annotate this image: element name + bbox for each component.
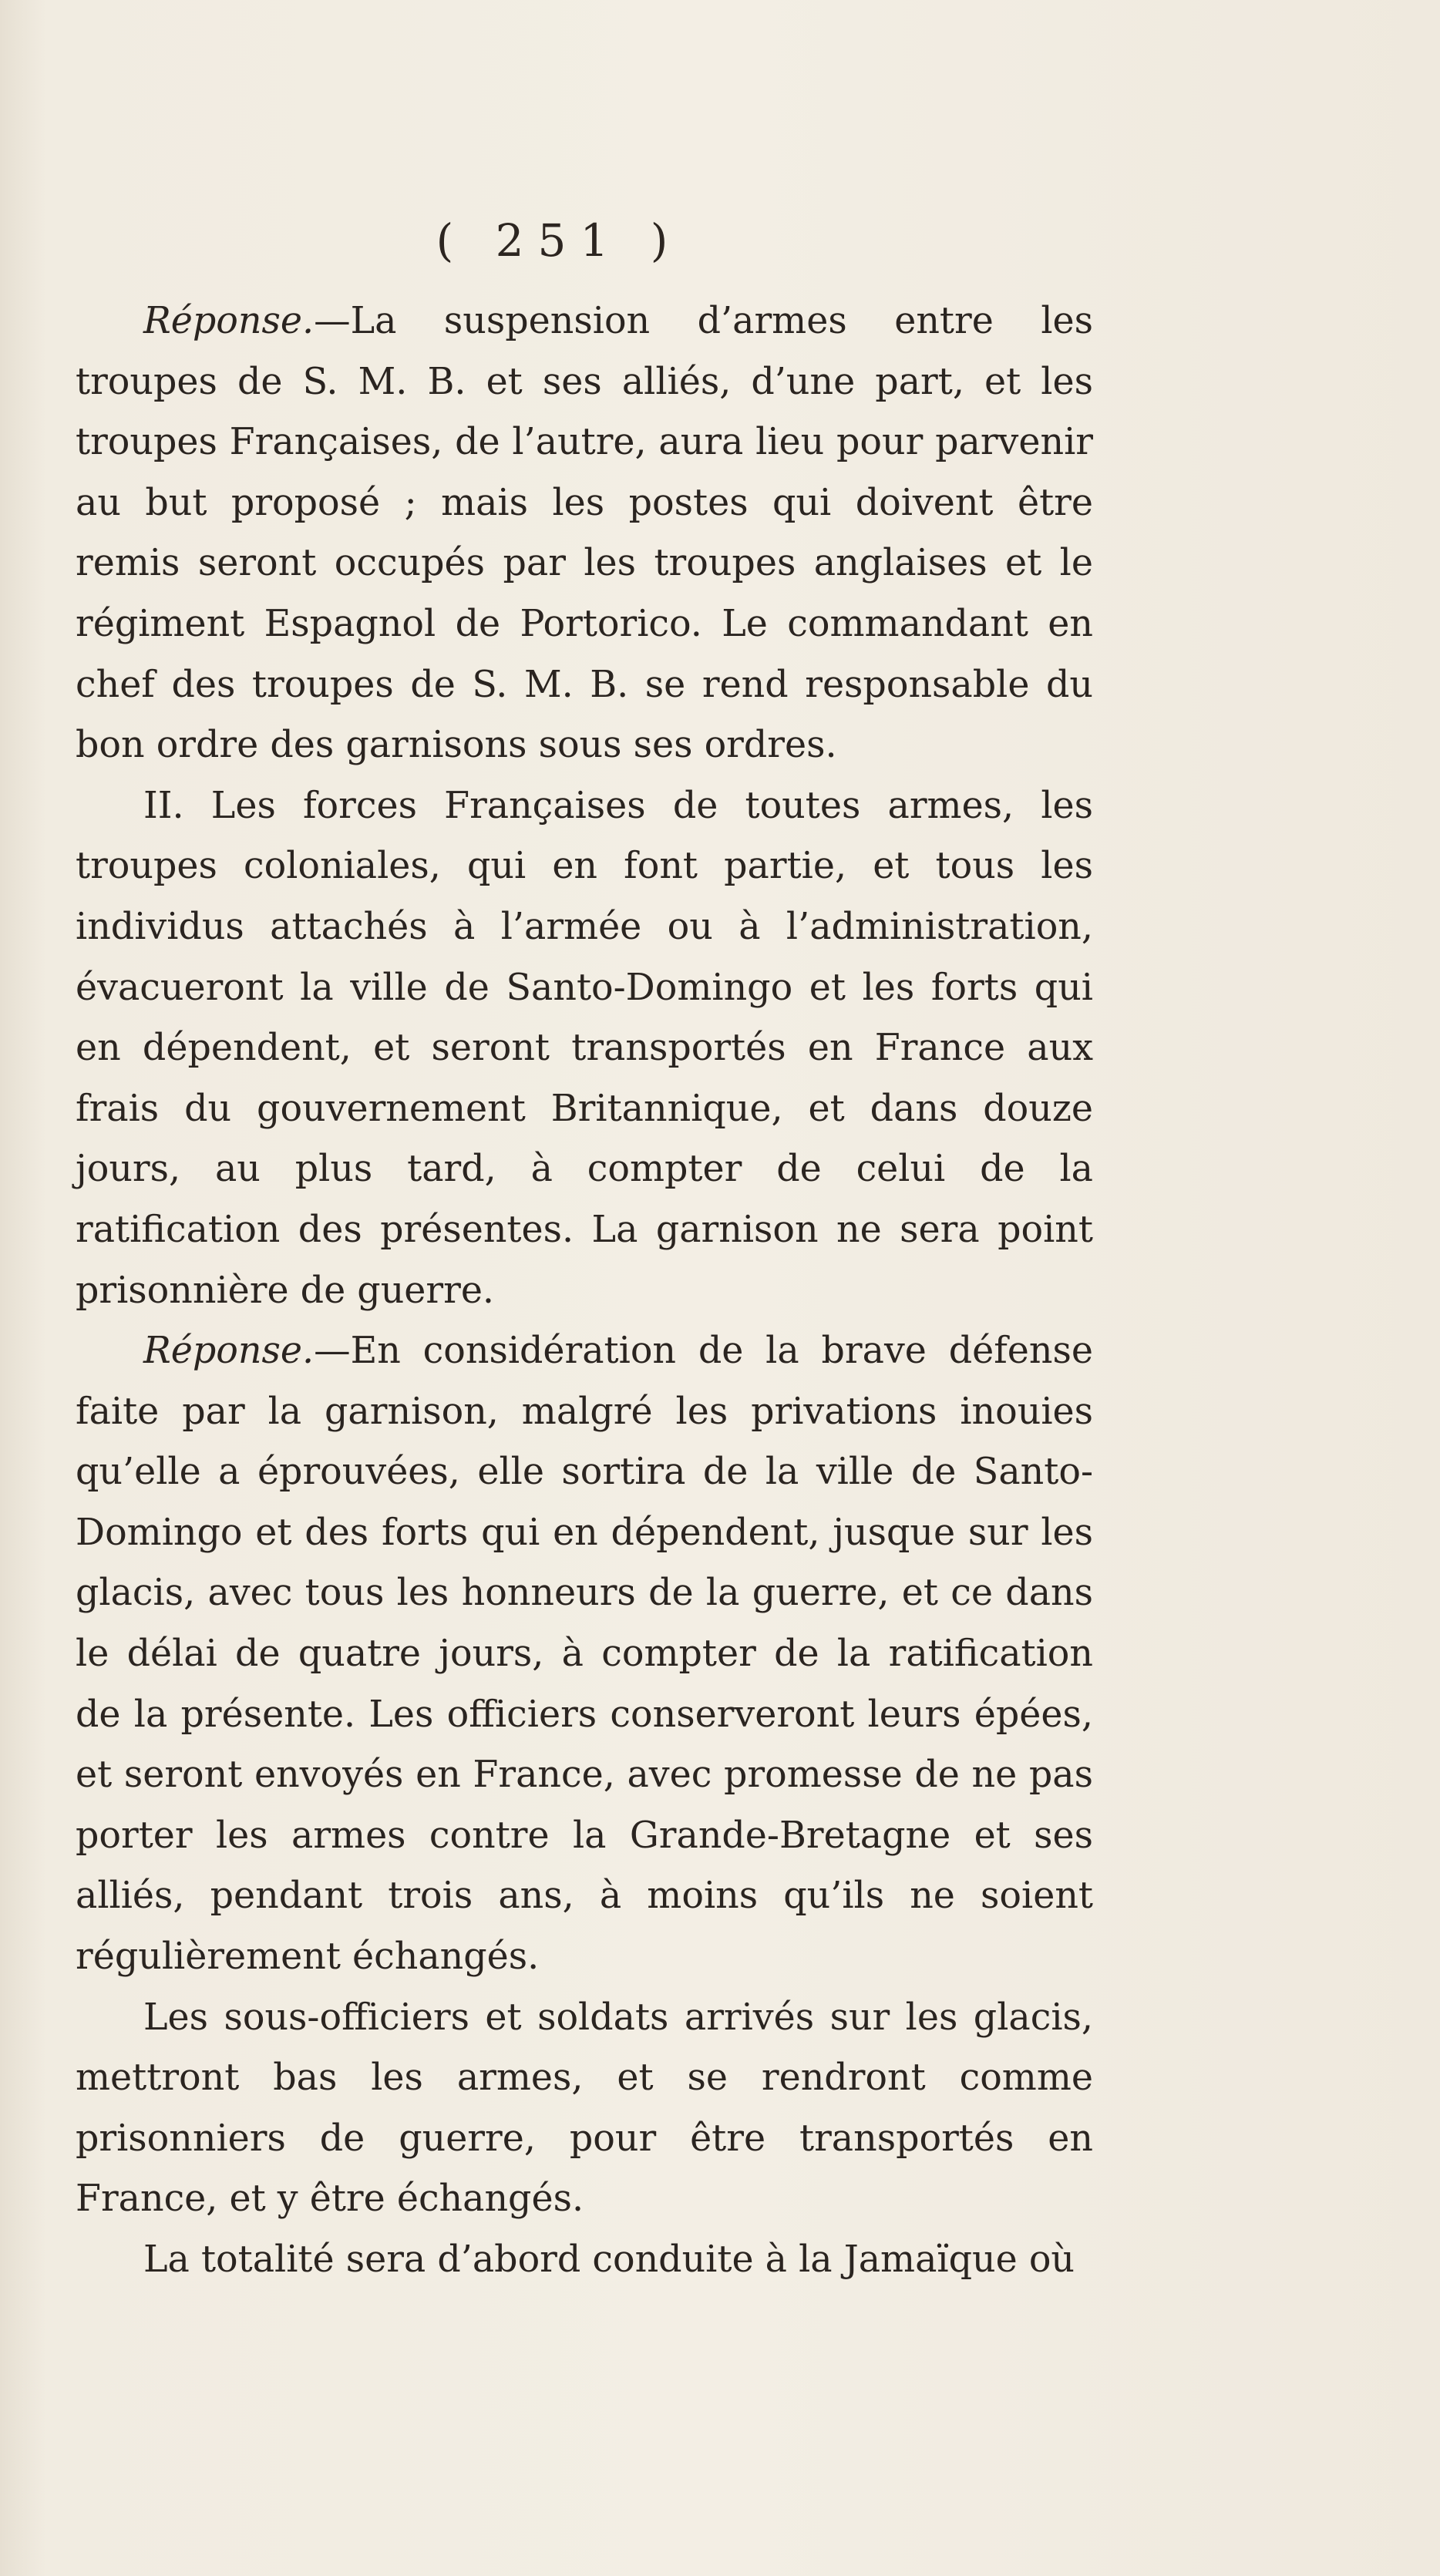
paragraph-prisoners [76,1988,1093,2230]
paragraph-text: Les sous-officiers et soldats arrivés sur les glacis, mettront bas les armes, et se rendront comme prisonniers de guerre, pour être transportés en France, et y être échangés. [76,1996,1093,2221]
paragraph-text: —En considération de la brave défense faite par la garnison, malgré les privations inouies qu’elle a éprouvées, elle sortira de la ville de Santo-Domingo et des forts qui en dépendent, jusque sur les glacis, avec tous les honneurs de la guerre, et ce dans le délai de quatre jours, à compter de la ratification de la présente. Les officiers conserveront leurs épées, et seront envoyés en France, avec promesse de ne pas porter les armes contre la Grande-Bretagne et ses alliés, pendant trois ans, à moins qu’ils ne soient régulièrement échangés. [76,1330,1093,1979]
page-number: ( 251 ) [436,214,682,267]
paragraph-jamaica [76,2230,1093,2291]
body-text [76,291,1093,2291]
paragraph-article-2 [76,776,1093,1321]
paragraph-text: La totalité sera d’abord conduite à la Jamaïque où [143,2238,1075,2281]
response-label: Réponse. [143,300,315,342]
paragraph-text: —La suspension d’armes entre les troupes de S. M. B. et ses alliés, d’une part, et les troupes Françaises, de l’autre, aura lieu pour parvenir au but proposé ; mais les postes qui doivent être remis seront occupés par les troupes anglaises et le régiment Espagnol de Portorico. Le commandant en chef des troupes de S. M. B. se rend responsable du bon ordre des garnisons sous ses ordres. [76,300,1093,767]
paragraph-response-1 [76,291,1093,776]
response-label: Réponse. [143,1330,315,1373]
paragraph-text: II. Les forces Françaises de toutes armes, les troupes coloniales, qui en font partie, et tous les individus attachés à l’armée ou à l’administration, évacueront la ville de Santo-Domingo et les forts qui en dépendent, et seront transportés en France aux frais du gouvernement Britannique, et dans douze jours, au plus tard, à compter de celui de la ratification des présentes. La garnison ne sera point prisonnière de guerre. [76,784,1093,1312]
paragraph-response-2 [76,1321,1093,1988]
